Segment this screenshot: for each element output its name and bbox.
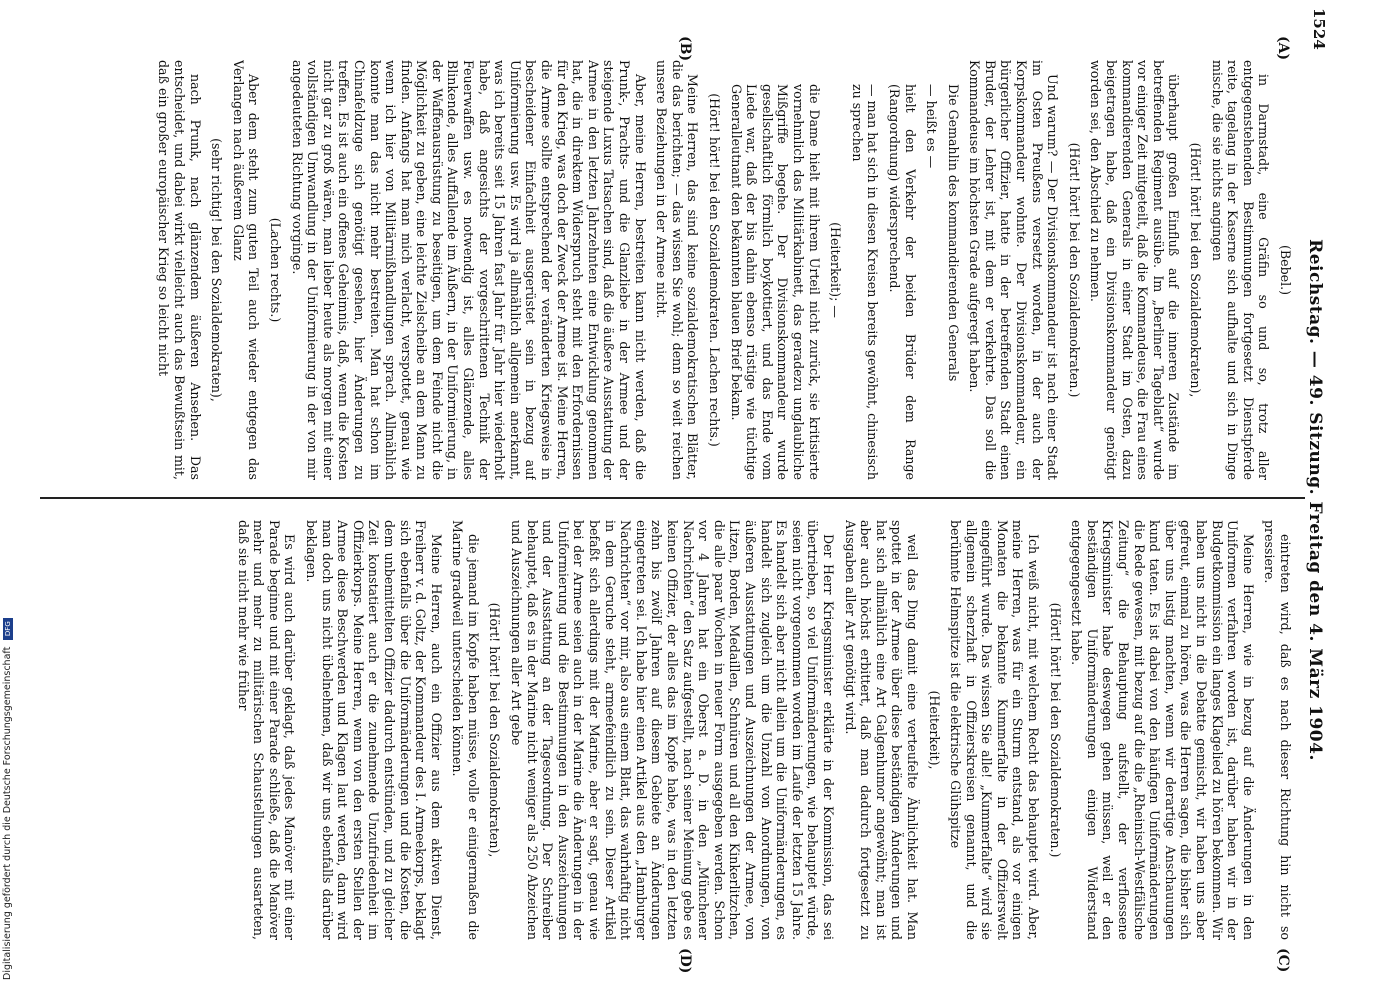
paragraph: Die Gemahlin des kommandierenden Generals — [945, 84, 961, 382]
right-column — [40, 520, 1293, 940]
paragraph: (Heiterkeit); — — [828, 222, 844, 318]
digitization-credit — [2, 620, 16, 980]
paragraph: (Bebel.) — [1278, 244, 1293, 296]
paragraph: (sehr richtig! bei den Sozialdemokraten), — [209, 138, 225, 402]
paragraph: (Hört! hört! bei den Sozialdemokraten.) — [1047, 602, 1063, 858]
paragraph: (Lachen rechts.) — [267, 217, 283, 323]
paragraph: — heißt es — — [924, 84, 940, 169]
paragraph: Aber, meine Herren, bestreiten kann nicht werden, daß die Prunk-, Prachts- und die Glanzliebe in der Armee und der steigende Luxus Tatsachen sind, daß die äußere Ausstattung der Armee in den letzten Jahrzehnten eine Entwicklung genommen hat, die in direktem Widerspruch steht mit den Erfordernissen für den Krieg, was doch der Zweck der Armee ist. Meine Herren, die Armee sollte entsprechend der veränderten Kriegsweise in bescheidener Einfachheit ausgerüstet sein in bezug auf Uniformierung usw. Es wird ja allmählich allgemein anerkannt, was ich bereits seit 15 Jahren fast Jahr für Jahr hier wiederholt habe, daß angesichts der vorgeschrittenen Technik der Feuerwaffen usw. es notwendig ist, alles Glänzende, alles Blinkende, alles Auffallende im Äußern, in der Uniformierung, in der Waffenausrüstung zu beseitigen, um dem Feinde nicht die Möglichkeit zu geben, eine leichte Zielscheibe an dem Mann zu finden. Anfangs hat man mich verlacht, verspottet, genau wie wenn ich hier von Militärmißhandlungen sprach. Allmählich konnte man das nicht mehr bestreiten. Man hat schon im Chinafeldzuge sich genötigt gesehen, hier Änderungen zu treffen. Es ist auch ein offenes Geheimnis, daß, wenn die Kosten nicht gar zu groß wären, man lieber heute als morgen mit einer vollständigen Umwandlung in der Uniformierung in der von mir angedeuteten Richtung vorginge. — [289, 60, 648, 480]
margin-letter-a: (A) — [1275, 36, 1291, 61]
margin-letter-d: (D) — [677, 948, 693, 974]
paragraph: (Hört! hört! bei den Sozialdemokraten), — [1188, 142, 1204, 398]
margin-letter-b: (B) — [677, 36, 693, 62]
column-divider — [40, 497, 1305, 499]
paragraph: weil das Ding damit eine verteufelte Ähnlichkeit hat. Man spottet in der Armee über diese beständigen Änderungen und hat sich allmählich eine Art Galgenhumor angewöhnt; man ist aber auch höchst erbittert, daß man dadurch fortgesetzt zu Ausgaben aller Art genötigt wird. — [842, 520, 920, 940]
paragraph: Und warum? — Der Divisionskommandeur ist nach einer Stadt im Osten Preußens versetzt worden, in der auch der Korpskommandeur wohnte. Der Divisionskommandeur, ein bürgerlicher Offizier, hatte in der betreffenden Stadt einen Bruder, der Lehrer ist, mit dem er verkehrte. Das soll die Kommandeuse im höchsten Grade aufgeregt haben. — [967, 60, 1061, 480]
paragraph: nach Prunk, nach glänzendem äußeren Ansehen. Das entscheidet, und dabei wirkt vielleicht auch das Bewußtsein mit, daß ein großer europäischer Krieg so leicht nicht — [156, 60, 203, 480]
paragraph: (Hört! hört! bei den Sozialdemokraten. Lachen rechts.) — [707, 93, 722, 447]
page-header — [1305, 0, 1383, 1000]
running-head: Reichstag. — 49. Sitzung. Freitag den 4. März 1904. — [1305, 239, 1325, 761]
paragraph: Meine Herren, das sind keine sozialdemokratischen Blätter, die das berichten; — das wissen Sie wohl; denn so weit reichen unsere Beziehungen in der Armee nicht. — [654, 60, 701, 480]
paragraph: (Hört! hört! bei den Sozialdemokraten.) — [1066, 142, 1082, 398]
paragraph: die jemand im Kopfe haben müsse, wolle er einigermaßen die Marine gradweil unterscheiden können. — [450, 520, 481, 940]
paragraph: hielt den Verkehr der beiden Brüder dem Range (Rangordnung) widersprechend. — [886, 84, 918, 480]
paragraph: — man hat sich in diesen Kreisen bereits gewöhnt, chinesisch zu sprechen — [849, 84, 881, 480]
page-number: 1524 — [1310, 8, 1328, 50]
margin-letter-c: (C) — [1275, 948, 1291, 973]
paragraph: Meine Herren, auch ein Offizier aus dem aktiven Dienst, Freiherr v. d. Goltz, der Kommandeur des I. Armeekorps, beklagt sich ebenfalls über die Uniformänderungen und die Kosten, die dem unbemittelten Offizier dadurch entstünden, und zu gleicher Zeit konstatiert auch er die zunehmende Unzufriedenheit im Offizierkorps. Meine Herren, wenn von den ersten Stellen der Armee diese Beschwerden und Klagen laut werden, dann wird man doch uns nicht übelnehmen, daß wir uns ebenfalls darüber beklagen. — [303, 520, 444, 940]
paragraph: überhaupt großen Einfluß auf die inneren Zustände im betreffenden Regiment ausübe. Im „Berliner Tageblatt“ wurde vor einiger Zeit mitgeteilt, daß die Kommandeuse, die Frau eines kommandierenden Generals in einer Stadt im Osten, dazu beigetragen habe, daß ein Divisionskommandeur genötigt worden sei, den Abschied zu nehmen. — [1088, 60, 1182, 480]
paragraph: Aber dem steht zum guten Teil auch wieder entgegen das Verlangen nach äußerem Glanz — [230, 60, 262, 480]
paragraph: (Heiterkeit), — [926, 690, 942, 770]
left-column — [40, 60, 1293, 480]
paragraph: (Hört! hört! bei den Sozialdemokraten), — [487, 602, 503, 858]
paragraph: die Dame hielt mit ihrem Urteil nicht zurück, sie kritisierte vornehmlich das Militärkabinett, das geradezu unglaubliche Mißgriffe begehe. Der Divisionskommandeur wurde gesellschaftlich förmlich boykottiert, und das Ende vom Liede war, daß der bis dahin ebenso rüstige wie tüchtige Generalleutnant den bekannten blauen Brief bekam. — [728, 84, 822, 480]
credit-text: Digitalisierung gefördert durch die Deutsche Forschungsgemeinschaft — [2, 646, 13, 980]
paragraph: Meine Herren, wie in bezug auf die Änderungen in den Uniformen verfahren worden ist, darüber haben wir in der Budgetkommission ein langes Klagelied zu hören bekommen. Wir haben uns nicht in die Debatte gemischt, wir haben uns aber gefreut, einmal zu hören, was die Herren sagen, die bisher sich über uns lustig machten, wenn wir derartige Anschauungen kund taten. Es ist dabei von den häufigen Uniformänderungen die Rede gewesen, mit bezug auf die die „Rheinisch-Westfälische Zeitung“ die Behauptung aufstellt, der verflossene Kriegsminister habe deswegen gehen müssen, weil er den beständigen Uniformänderungen einigen Widerstand entgegengesetzt habe. — [1069, 520, 1256, 940]
dfg-logo-icon: DFG — [3, 618, 13, 640]
paragraph: in Darmstadt, eine Gräfin so und so, trotz aller entgegenstehenden Bestimmungen fortgesetzt Dienstpferde reite, tagelang in der Kaserne sich aufhalte und sich in Dinge mische, die sie nichts angingen — [1209, 60, 1272, 480]
paragraph: Es wird auch darüber geklagt, daß jedes Manöver mit einer Parade beginne und mit einer Parade schließe, daß die Manöver mehr und mehr zu militärischen Schaustellungen ausarteten, daß sie nicht mehr wie früher — [235, 520, 298, 940]
paragraph: Der Herr Kriegsminister erklärte in der Kommission, das sei übertrieben, so viel Uniformänderungen, wie behauptet würde, seien nicht vorgenommen worden im Laufe der letzten 15 Jahre. Es handelt sich aber nicht allein um die Uniformänderungen, es handelt sich zugleich um die Unzahl von Anordnungen, von äußeren Ausstattungen und Auszeichnungen der Armee, von Litzen, Borden, Medaillen, Schnüren und all den Kinkerlitzchen, die alle paar Wochen in neuer Form ausgegeben werden. Schon vor 4 Jahren hat ein Oberst a. D. in den „Münchener Nachrichten“ den Satz aufgestellt, nach seiner Meinung gebe es keinen Offizier, der alles das im Kopfe habe, was in den letzten zehn bis zwölf Jahren auf diesem Gebiete an Änderungen eingetreten sei. Ich habe hier einen Artikel aus den „Hamburger Nachrichten“ vor mir, also aus einem Blatt, das wahrhaftig nicht in dem Geruche steht, armeefeindlich zu sein. Dieser Artikel befaßt sich allerdings mit der Marine, aber er sagt, genau wie bei der Armee seien auch in der Marine die Änderungen in der Uniformierung und die Bestimmungen in den Auszeichnungen und der Ausstattung an der Tagesordnung. Der Schreiber behauptet, daß es in der Marine nicht weniger als 250 Abzeichen und Auszeichnungen aller Art gebe — [509, 520, 836, 940]
paragraph: eintreten wird, daß es nach dieser Richtung hin nicht so pressiere. — [1262, 520, 1293, 940]
paragraph: Ich weiß nicht, mit welchem Recht das behauptet wird. Aber, meine Herren, was für ein Sturm entstand, als vor einigen Monaten die bekannte Kummerfalte in der Offizierswelt eingeführt wurde. Das wissen Sie alle! „Kummerfalte“ wird sie allgemein scherzhaft in Offizierskreisen genannt, und die berühmte Helmspitze ist die elektrische Glühspitze — [948, 520, 1042, 940]
